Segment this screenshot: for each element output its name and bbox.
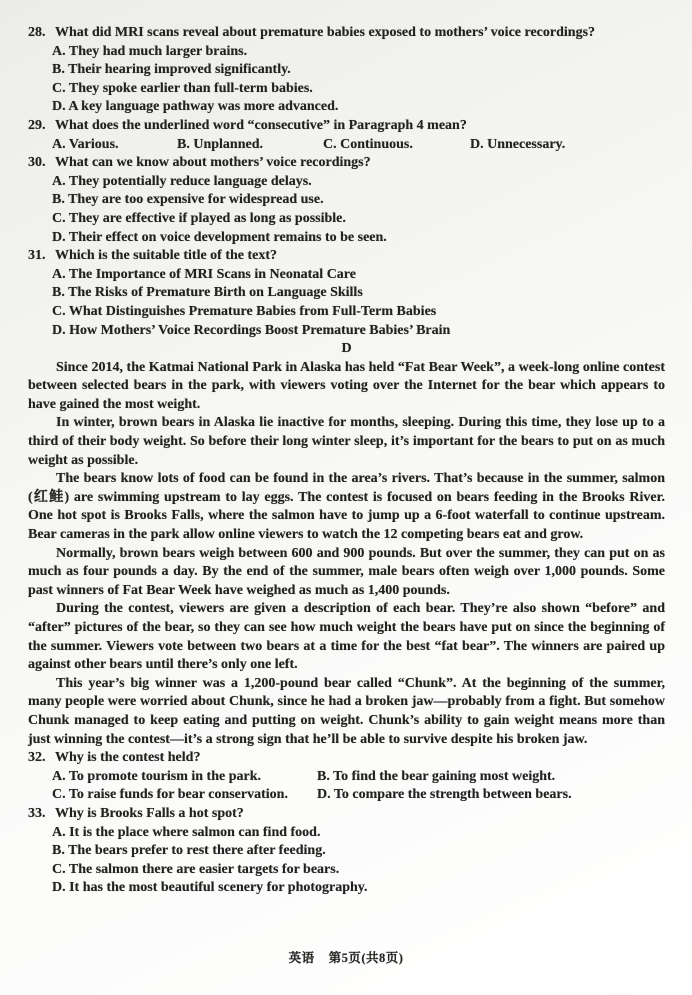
question-29-option-c: C. Continuous. (323, 136, 413, 152)
question-32-option-b: B. To find the bear gaining most weight. (317, 768, 556, 784)
question-28-option-c: C. They spoke earlier than full-term babies. (52, 80, 313, 96)
question-31-option-b: B. The Risks of Premature Birth on Language Skills (52, 285, 363, 301)
passage-paragraph-5: During the contest, viewers are given a description of each bear. They’re also shown “before” and “after” pictures of the bear, so they can see how much weight the bears have put on since the beginning of the summer. Viewers vote between two bears at a time for the best “fat bear”. The winners are paired up against other bears until there’s only one left. (28, 601, 665, 673)
question-30-stem (28, 154, 665, 173)
question-28-number: 28. (28, 25, 46, 40)
question-33-number: 33. (28, 805, 46, 821)
question-32-number: 32. (28, 750, 46, 766)
question-32-options (28, 768, 665, 805)
question-29-option-d: D. Unnecessary. (470, 136, 566, 152)
question-31-number: 31. (28, 248, 46, 264)
question-28-text: What did MRI scans reveal about premature babies exposed to mothers’ voice recordings? (55, 25, 596, 40)
question-32-option-d: D. To compare the strength between bears. (317, 787, 572, 803)
passage-paragraph-6: This year’s big winner was a 1,200-pound bear called “Chunk”. At the beginning of the summer, many people were worried about Chunk, since he had a broken jaw—probably from a fight. But somehow Chunk managed to keep eating and putting on weight. Chunk’s ability to gain weight means more than just winning the contest—it’s a strong sign that he’ll be able to survive despite his broken jaw. (28, 675, 665, 747)
question-33-option-a: A. It is the place where salmon can find food. (52, 824, 321, 840)
question-30 (28, 154, 665, 247)
footer-page-info: 第5页(共8页) (328, 951, 404, 965)
question-31-option-d: D. How Mothers’ Voice Recordings Boost Premature Babies’ Brain (52, 322, 451, 338)
question-32-option-c: C. To raise funds for bear conservation. (52, 787, 288, 803)
question-30-option-b: B. They are too expensive for widespread use. (52, 192, 324, 208)
passage-paragraph-4: Normally, brown bears weigh between 600 and 900 pounds. But over the summer, they can put on as much as four pounds a day. By the end of the summer, male bears often weigh over 1,000 pounds. Some past winners of Fat Bear Week have weighed as much as 1,400 pounds. (28, 545, 665, 598)
question-28-option-b: B. Their hearing improved significantly. (52, 62, 291, 78)
passage-paragraph-3: The bears know lots of food can be found in the area’s rivers. That’s because in the summer, salmon (红鲑) are swimming upstream to lay eggs. The contest is focused on bears feeding in the Brooks River. One hot spot is Brooks Falls, where the salmon have to jump up a 6-foot waterfall to continue upstream. Bear cameras in the park allow online viewers to watch the 12 competing bears eat and grow. (28, 471, 665, 543)
question-29-stem (28, 117, 665, 136)
question-33-stem (28, 805, 665, 824)
reading-passage (28, 359, 665, 749)
question-29-number: 29. (28, 117, 46, 133)
question-32-option-a: A. To promote tourism in the park. (52, 768, 261, 784)
question-28-stem (28, 24, 665, 43)
question-30-option-d: D. Their effect on voice development remains to be seen. (52, 229, 387, 245)
question-29-text: What does the underlined word “consecutive” in Paragraph 4 mean? (55, 117, 467, 133)
question-33-option-c: C. The salmon there are easier targets for bears. (52, 861, 340, 877)
question-29 (28, 117, 665, 154)
question-31 (28, 247, 665, 340)
question-33 (28, 805, 665, 898)
question-33-text: Why is Brooks Falls a hot spot? (55, 805, 244, 821)
question-28-option-d: D. A key language pathway was more advanced. (52, 99, 339, 115)
question-33-option-b: B. The bears prefer to rest there after feeding. (52, 843, 326, 859)
question-33-option-d: D. It has the most beautiful scenery for photography. (52, 880, 368, 896)
question-30-option-a: A. They potentially reduce language delays. (52, 173, 312, 189)
page-footer (0, 949, 692, 968)
footer-subject: 英语 (288, 951, 315, 965)
question-31-option-c: C. What Distinguishes Premature Babies from Full-Term Babies (52, 303, 437, 319)
question-31-text: Which is the suitable title of the text? (55, 248, 278, 264)
question-29-option-b: B. Unplanned. (177, 136, 263, 152)
question-29-options (28, 136, 665, 155)
section-label-d: D (341, 341, 352, 357)
question-32 (28, 749, 665, 805)
question-28-option-a: A. They had much larger brains. (52, 43, 248, 59)
passage-paragraph-2: In winter, brown bears in Alaska lie inactive for months, sleeping. During this time, they lose up to a third of their body weight. So before their long winter sleep, it’s important for the bears to put on as much weight as possible. (28, 415, 665, 468)
question-32-stem (28, 749, 665, 768)
question-28 (28, 24, 665, 117)
question-30-number: 30. (28, 155, 46, 171)
question-29-option-a: A. Various. (52, 136, 119, 152)
question-30-option-c: C. They are effective if played as long as possible. (52, 210, 346, 226)
question-30-text: What can we know about mothers’ voice recordings? (55, 155, 371, 171)
passage-paragraph-1: Since 2014, the Katmai National Park in Alaska has held “Fat Bear Week”, a week-long online contest between selected bears in the park, with viewers voting over the Internet for the bear which appears to have gained the most weight. (28, 359, 665, 412)
question-31-option-a: A. The Importance of MRI Scans in Neonatal Care (52, 266, 356, 282)
question-31-stem (28, 247, 665, 266)
question-32-text: Why is the contest held? (55, 750, 201, 766)
